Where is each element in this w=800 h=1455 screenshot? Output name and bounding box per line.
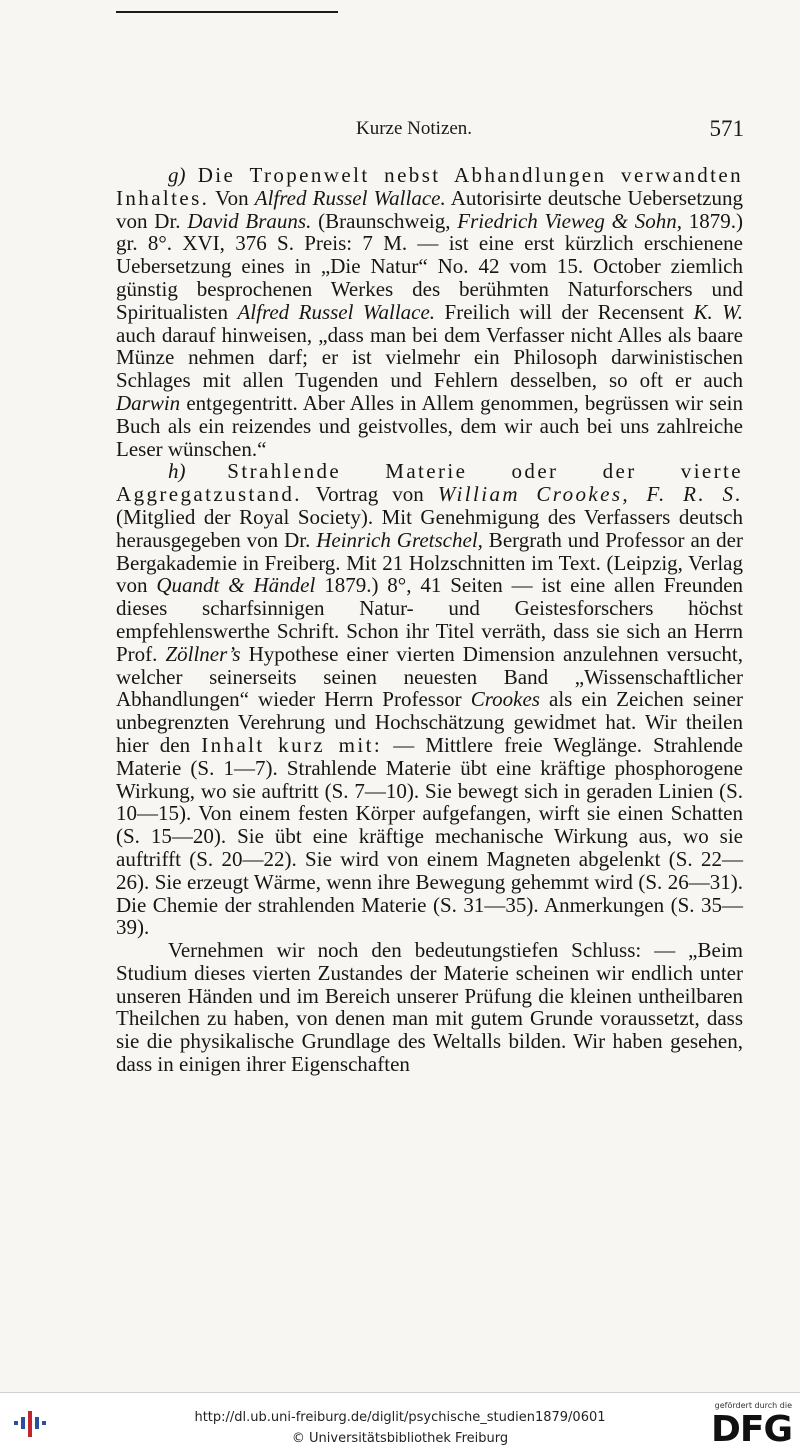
- text-run: Hypothese einer vierten Dimension anzulehnen versucht, welcher seinerseits seinen neuesten Band „Wissenschaftlicher Abhandlungen“ wieder Herrn Professor: [116, 641, 743, 712]
- person-name: Crookes: [470, 687, 540, 712]
- author-name: Alfred Russel Wallace.: [254, 185, 446, 210]
- text-run: entgegentritt. Aber Alles in Allem genommen, begrüssen wir sein Buch als ein reizendes und geistvolles, dem wir auch bei uns zahlreiche Leser wünschen.“: [116, 390, 743, 461]
- paragraph-g: [116, 164, 743, 460]
- viewer-footer: [0, 1392, 800, 1455]
- publisher-name: Friedrich Vieweg & Sohn,: [457, 208, 682, 233]
- text-run: Von: [209, 185, 255, 210]
- item-marker: g): [168, 163, 186, 187]
- text-run: Vortrag von: [301, 482, 438, 507]
- text-run: Autorisirte deutsche Uebersetzung von Dr.: [116, 185, 743, 233]
- text-run: 1879.) 8°, 41 Seiten — ist eine allen Freunden dieses scharfsinnigen Natur- und Geistesforschers höchst empfehlenswerthe Schrift. Schon ihr Titel verräth, dass sie sich an Herrn Prof.: [116, 573, 744, 666]
- paragraph-closing: Vernehmen wir noch den bedeutungstiefen Schluss: — „Beim Studium dieses vierten Zustandes der Materie scheinen wir endlich unter unseren Händen und im Bereich unserer Prüfung die kleinen untheilbaren Theilchen zu haben, von denen man mit gutem Grunde voraussetzt, dass sie die physikalische Grundlage des Weltalls bilden. Wir haben gesehen, dass in einigen ihrer Eigenschaften: [116, 938, 743, 1077]
- paragraph-h: [116, 460, 743, 939]
- author-name: William Crookes, F. R. S.: [437, 482, 743, 507]
- page-number: 571: [709, 116, 744, 141]
- reviewer-name: K. W.: [693, 299, 744, 324]
- author-name: Alfred Russel Wallace.: [237, 299, 436, 324]
- editor-name: Heinrich Gretschel,: [316, 527, 483, 552]
- text-run: als ein Zeichen seiner unbegrenzten Verehrung und Hochschätzung gewidmet hat. Wir theilen hier den: [116, 687, 743, 757]
- spaced-text: Inhalt kurz mit:: [201, 732, 383, 757]
- body-text: [116, 164, 743, 1076]
- copyright-notice: © Universitätsbibliothek Freiburg: [291, 1431, 509, 1446]
- text-run: auch darauf hinweisen, „dass man bei dem Verfasser nicht Alles als baare Münze nehmen darf; er ist vielmehr ein Philosoph darwinistischen Schlages mit allen Tugenden und Fehlern desselben, so oft er auch: [116, 322, 743, 393]
- dfg-logo-text: DFG: [710, 1409, 792, 1450]
- person-name: Zöllner’s: [165, 641, 241, 666]
- text-run: Freilich will der Recensent: [435, 299, 694, 324]
- item-marker: h): [168, 459, 186, 484]
- text-run: (Mitglied der Royal Society). Mit Genehmigung des Verfassers deutsch herausgegeben von Dr.: [116, 504, 743, 552]
- dfg-caption: gefördert durch die: [714, 1401, 792, 1410]
- text-run: 1879.) gr. 8°. XVI, 376 S. Preis: 7 M. — ist eine erst kürzlich erschienene Uebersetzung eines in „Die Natur“ No. 42 vom 15. October ziemlich günstig besprochenen Werkes des berühmten Naturforschers und Spiritualisten: [116, 208, 743, 324]
- dfg-logo: [704, 1401, 792, 1451]
- permalink-url[interactable]: http://dl.ub.uni-freiburg.de/diglit/psychische_studien1879/0601: [194, 1410, 606, 1425]
- book-title: Strahlende Materie oder der vierte Aggregatzustand.: [116, 459, 744, 507]
- book-title: Die Tropenwelt nebst Abhandlungen verwandten Inhaltes.: [116, 163, 744, 210]
- text-run: Bergrath und Professor an der Bergakademie in Freiberg. Mit 21 Holzschnitten im Text. (Leipzig, Verlag von: [116, 527, 743, 598]
- translator-name: David Brauns.: [187, 208, 312, 233]
- publisher-name: Quandt & Händel: [156, 573, 316, 598]
- running-title: Kurze Notizen.: [356, 118, 473, 139]
- person-name: Darwin: [116, 390, 181, 415]
- text-run: (Braunschweig,: [311, 208, 458, 233]
- text-run: — Mittlere freie Weglänge. Strahlende Materie (S. 1—7). Strahlende Materie übt eine kräftige phosphorogene Wirkung, wo sie auftritt (S. 7—10). Sie bewegt sich in geraden Linien (S. 10—15). Von einem festen Körper aufgefangen, wirft sie einen Schatten (S. 15—20). Sie übt eine kräftige mechanische Wirkung aus, wo sie auftrifft (S. 20—22). Sie wird von einem Magneten abgelenkt (S. 22—26). Sie erzeugt Wärme, wenn ihre Bewegung gehemmt wird (S. 26—31). Die Chemie der strahlenden Materie (S. 31—35). Anmerkungen (S. 35—39).: [116, 732, 743, 940]
- top-rule: [116, 11, 338, 13]
